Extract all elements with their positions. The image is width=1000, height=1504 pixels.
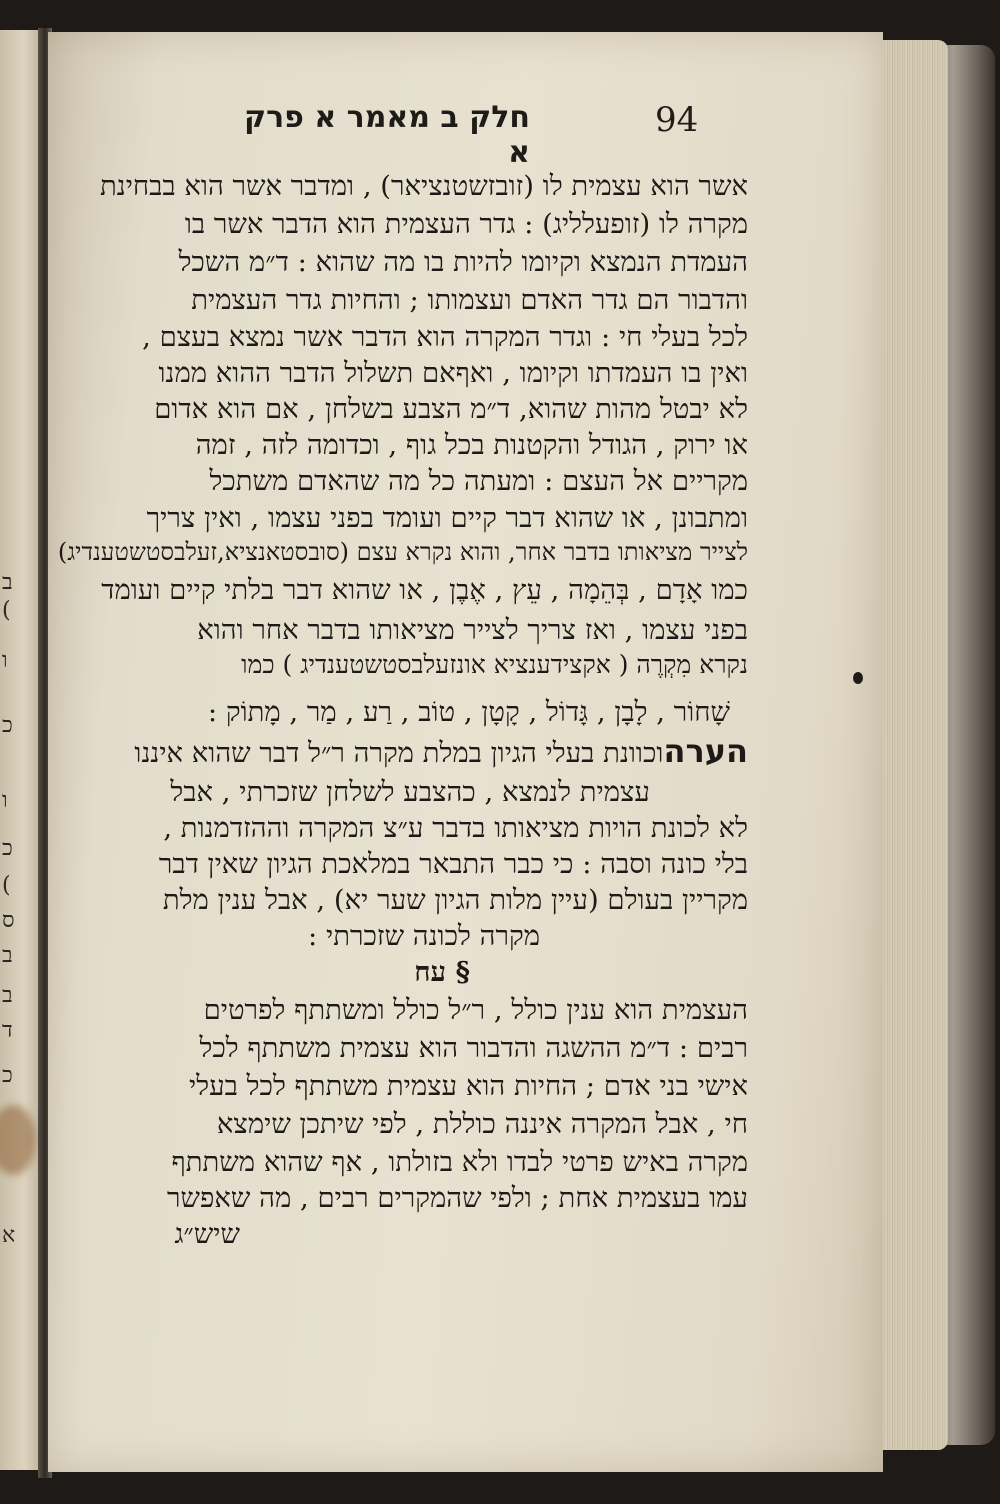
facing-page-char: ב xyxy=(2,570,13,595)
text-line: נקרא מִקְרֶה ( אקצידענציא אונזעלבסטשטענדיג ) כמו xyxy=(241,650,748,679)
text-line: עצמית לנמצא , כהצבע לשלחן שזכרתי , אבל xyxy=(170,776,650,808)
note-text: וכוונת בעלי הגיון במלת מקרה ר״ל דבר שהוא איננו xyxy=(134,737,664,769)
vocalized-examples-line: שָׁחוֹר , לָבָן , גָּדוֹל , קָטָן , טוֹב , רַע , מַר , מָתוֹק : xyxy=(207,696,730,728)
text-line: או ירוק , הגודל והקטנות בכל גוף , וכדומה לזה , זמה xyxy=(195,429,748,461)
catchword: שיש״ג xyxy=(174,1218,240,1250)
facing-page-char: ו xyxy=(2,788,8,813)
facing-page-char: ד xyxy=(2,1018,13,1043)
facing-page-char: ו xyxy=(2,648,8,673)
text-line: העמדת הנמצא וקיומו להיות בו מה שהוא : ד״מ השכל xyxy=(178,246,748,278)
facing-page-char: ס xyxy=(2,908,15,933)
text-line: לא יבטל מהות שהוא, ד״מ הצבע בשלחן , אם הוא אדום xyxy=(154,393,748,425)
facing-page-char: כ xyxy=(2,713,13,738)
text-line: ומתבונן , או שהוא דבר קיים ועומד בפני עצמו , ואין צריך xyxy=(146,502,748,534)
text-line: כמו אָדָם , בְּהֵמָה , עֵץ , אֶבֶן , או שהוא דבר בלתי קיים ועומד xyxy=(101,574,748,606)
text-line: מקרה לו (זופעלליג) : גדר העצמית הוא הדבר אשר בו xyxy=(184,208,748,240)
text-line: לצייר מציאותו בדבר אחר, והוא נקרא עצם (סובסטאנציא,זעלבסטשטענדיג) xyxy=(57,538,748,566)
text-line: מקריין בעולם (עיין מלות הגיון שער יא) , אבל ענין מלת xyxy=(162,884,748,916)
water-stain xyxy=(0,1105,36,1175)
facing-page-char: ( xyxy=(2,873,11,898)
page-edges xyxy=(878,40,948,1450)
text-line: ואין בו העמדתו וקיומו , ואףאם תשלול הדבר ההוא ממנו xyxy=(158,357,748,389)
text-line: רבים : ד״מ ההשגה והדבור הוא עצמית משתתף לכל xyxy=(199,1032,748,1064)
page-number: 94 xyxy=(655,100,699,140)
ink-dot xyxy=(853,672,863,684)
facing-page-char: ( xyxy=(2,598,11,623)
text-line: חי , אבל המקרה איננה כוללת , לפי שיתכן שימצא xyxy=(216,1108,748,1140)
running-head: חלק ב מאמר א פרק א xyxy=(244,100,530,170)
text-line: העצמית הוא ענין כולל , ר״ל כולל ומשתתף לפרטים xyxy=(203,994,748,1026)
text-line: לכל בעלי חי : וגדר המקרה הוא הדבר אשר נמצא בעצם , xyxy=(142,321,748,353)
text-line: מקרה לכונה שזכרתי : xyxy=(307,920,540,952)
text-line: עמו בעצמית אחת ; ולפי שהמקרים רבים , מה שאפשר xyxy=(167,1182,748,1214)
text-line: מקרה באיש פרטי לבדו ולא בזולתו , אף שהוא משתתף xyxy=(171,1146,748,1178)
facing-page-char: כ xyxy=(2,836,13,861)
facing-page-char: א xyxy=(2,1223,16,1248)
text-line: מקריים אל העצם : ומעתה כל מה שהאדם משתכל xyxy=(209,465,748,497)
text-line: בפני עצמו , ואז צריך לצייר מציאותו בדבר אחר והוא xyxy=(197,614,748,646)
text-line: בלי כונה וסבה : כי כבר התבאר במלאכת הגיון שאין דבר xyxy=(158,848,748,880)
text-line: אישי בני אדם ; החיות הוא עצמית משתתף לכל בעלי xyxy=(189,1070,748,1102)
facing-page-char: ב xyxy=(2,943,13,968)
text-line: והדבור הם גדר האדם ועצמותו ; והחיות גדר העצמית xyxy=(191,284,748,316)
facing-page-char: ב xyxy=(2,983,13,1008)
note-line xyxy=(134,732,748,770)
section-heading: § עח xyxy=(414,956,470,988)
facing-page-char: כ xyxy=(2,1063,13,1088)
text-line: אשר הוא עצמית לו (זובזשטנציאר) , ומדבר אשר הוא בבחינת xyxy=(99,170,748,202)
note-label: הערה xyxy=(663,732,748,770)
text-line: לא לכונת הויות מציאותו בדבר ע״צ המקרה וההזדמנות , xyxy=(163,812,748,844)
